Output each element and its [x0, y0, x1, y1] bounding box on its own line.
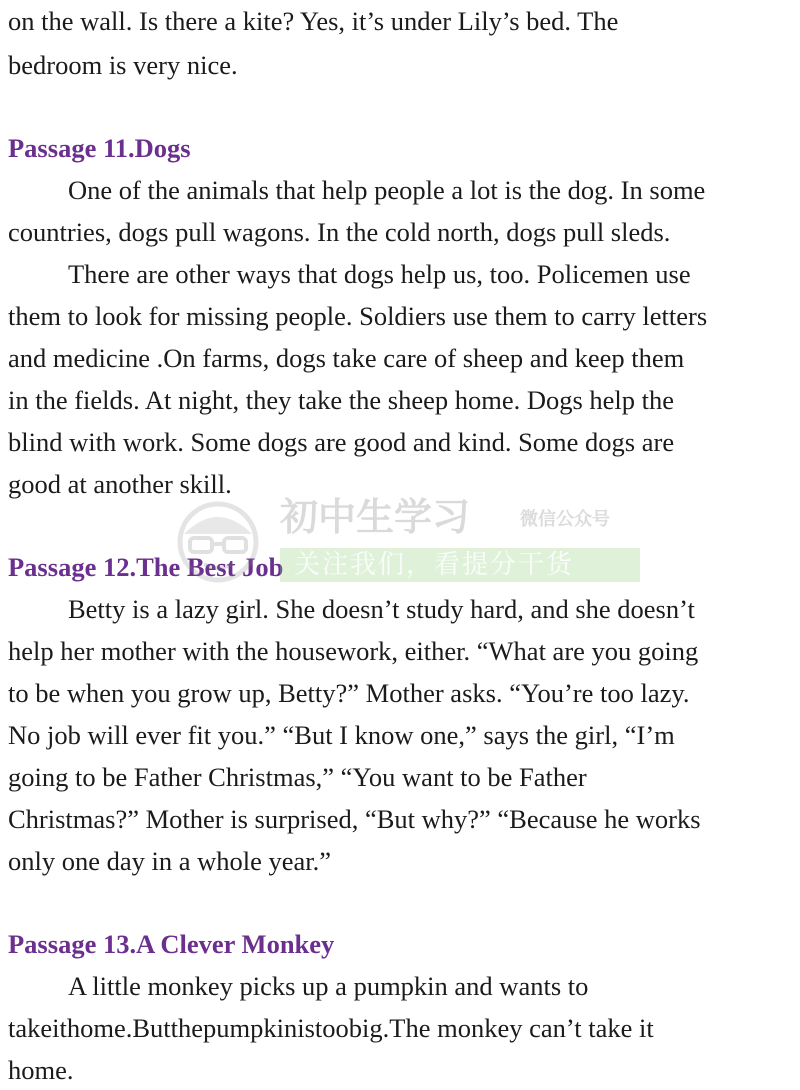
watermark-subtitle: 微信公众号 — [520, 509, 610, 530]
passage-11-line: blind with work. Some dogs are good and kind. Some dogs are — [8, 427, 675, 457]
passage-12-line: to be when you grow up, Betty?” Mother asks. “You’re too lazy. — [8, 678, 690, 708]
document-page — [8, 0, 792, 1090]
passage-11-line: There are other ways that dogs help us, too. Policemen use — [68, 259, 691, 289]
passage-12-line: Christmas?” Mother is surprised, “But why?” “Because he works — [8, 804, 701, 834]
passage-12-line: help her mother with the housework, either. “What are you going — [8, 636, 699, 666]
watermark-title: 初中生学习 — [280, 495, 471, 539]
passage-11-line: good at another skill. — [8, 469, 232, 499]
intro-line-2: bedroom is very nice. — [8, 50, 238, 80]
passage-12-line: Betty is a lazy girl. She doesn’t study hard, and she doesn’t — [68, 594, 695, 624]
passage-11-line: in the fields. At night, they take the sheep home. Dogs help the — [8, 385, 675, 415]
passage-13-line: takeithome.Butthepumpkinistoobig.The monkey can’t take it — [8, 1013, 654, 1043]
passage-12-line: going to be Father Christmas,” “You want to be Father — [8, 762, 587, 792]
passage-13-line: home. — [8, 1055, 74, 1085]
passage-13-title: Passage 13.A Clever Monkey — [8, 929, 335, 959]
passage-12-line: No job will ever fit you.” “But I know one,” says the girl, “I’m — [8, 720, 675, 750]
passage-11-title: Passage 11.Dogs — [8, 133, 191, 163]
passage-12-title: Passage 12.The Best Job — [8, 552, 284, 582]
passage-11-line: One of the animals that help people a lot is the dog. In some — [68, 175, 706, 205]
intro-line-1: on the wall. Is there a kite? Yes, it’s under Lily’s bed. The — [8, 6, 619, 36]
watermark-banner-text: 关注我们，看提分干货 — [294, 550, 575, 580]
passage-11-line: them to look for missing people. Soldiers use them to carry letters — [8, 301, 708, 331]
passage-12-line: only one day in a whole year.” — [8, 846, 332, 876]
passage-11-line: countries, dogs pull wagons. In the cold north, dogs pull sleds. — [8, 217, 671, 247]
passage-11-line: and medicine .On farms, dogs take care of sheep and keep them — [8, 343, 685, 373]
passage-13-line: A little monkey picks up a pumpkin and wants to — [68, 971, 589, 1001]
